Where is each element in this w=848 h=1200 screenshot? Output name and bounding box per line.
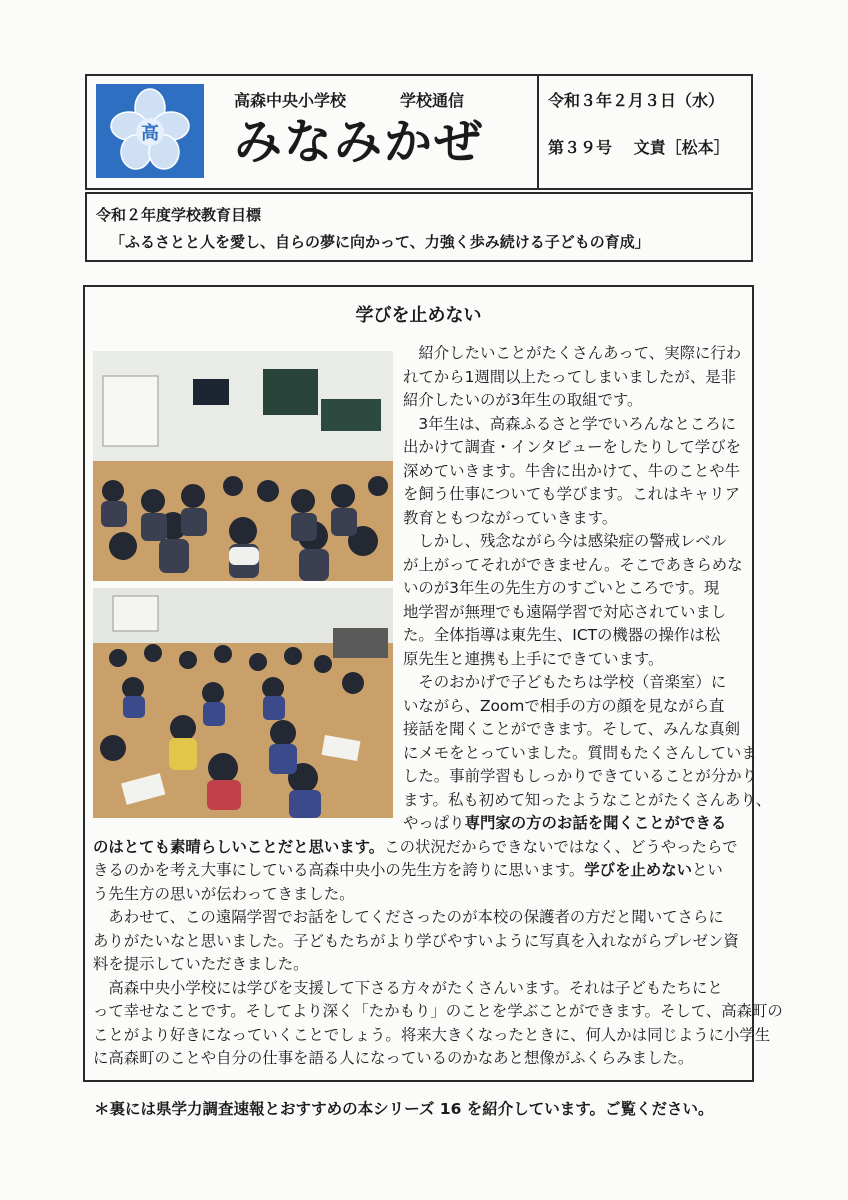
issue-date: 令和３年２月３日（水）	[548, 91, 725, 110]
article-line	[403, 812, 726, 835]
newsletter-label: 学校通信	[400, 91, 465, 110]
article-line: ことがより好きになっていくことでしょう。将来大きくなったときに、何人かは同じように小学生	[93, 1025, 771, 1044]
article-line: 3年生は、高森ふるさと学でいろんなところに	[403, 414, 736, 433]
school-logo	[96, 84, 204, 178]
goal-text: 「ふるさとと人を愛し、自らの夢に向かって、力強く歩み続ける子どもの育成」	[110, 233, 650, 251]
logo-char: 高	[141, 123, 159, 144]
header-divider	[537, 74, 539, 190]
footer-note: ＊裏には県学力調査速報とおすすめの本シリーズ 16 を紹介しています。ご覧ください。	[94, 1100, 714, 1118]
issue-number: 第３９号 文責［松本］	[548, 138, 730, 157]
emphasis-text: 学びを止めない	[584, 861, 693, 879]
school-name: 高森中央小学校	[234, 91, 347, 110]
article-line: 高森中央小学校には学びを支援して下さる方々がたくさんいます。それは子どもたちにと	[93, 978, 723, 997]
emphasis-text: 専門家の方のお話を聞くことができる	[464, 814, 727, 832]
article-line: そのおかげで子どもたちは学校（音楽室）に	[403, 673, 727, 691]
article-line: 地学習が無理でも遠隔学習で対応されていまし	[403, 602, 727, 621]
masthead-title: みなみかぜ	[234, 114, 485, 170]
article-line: 出かけて調査・インタビューをしたりして学びを	[403, 438, 741, 456]
article-line: 原先生と連携も上手にできています。	[403, 649, 664, 668]
article-line: 深めていきます。牛舎に出かけて、牛のことや牛	[403, 461, 741, 480]
article-line: に高森町のことや自分の仕事を語る人になっているのかなあと想像がふくらみました。	[93, 1049, 694, 1067]
article-line: いながら、Zoomで相手の方の顔を見ながら直	[403, 696, 725, 715]
classroom-photo	[93, 351, 393, 581]
article-line: した。事前学習もしっかりできていることが分かり	[403, 767, 757, 785]
body-text: やっぱり	[403, 814, 465, 832]
article-line: あわせて、この遠隔学習でお話をしてくださったのが本校の保護者の方だと聞いてさらに	[93, 908, 724, 926]
article-line: しかし、残念ながら今は感染症の警戒レベル	[403, 532, 727, 550]
body-text: きるのかを考え大事にしている高森中央小の先生方を誇りに思います。	[93, 861, 585, 879]
article-line: 紹介したいのが3年生の取組です。	[403, 391, 643, 409]
article-line: た。全体指導は東先生、ICTの機器の操作は松	[403, 626, 721, 644]
article-line	[93, 859, 723, 882]
article-line: って幸せなことです。そしてより深く「たかもり」のことを学ぶことができます。そして、高森町の	[93, 1002, 783, 1020]
article-line: 料を提示していただきました。	[93, 955, 309, 973]
body-text: とい	[692, 861, 723, 879]
article-title: 学びを止めない	[355, 305, 482, 326]
article-line: ありがたいなと思いました。子どもたちがより学びやすいように写真を入れながらプレゼン資	[93, 931, 739, 950]
article-line	[93, 836, 738, 859]
article-line: 紹介したいことがたくさんあって、実際に行わ	[403, 344, 742, 362]
article-line: を飼う仕事についても学びます。これはキャリア	[403, 485, 741, 503]
article-line: いのが3年生の先生方のすごいところです。現	[403, 579, 720, 597]
article-line: が上がってそれができません。そこであきらめな	[403, 555, 743, 574]
article-line: 接話を聞くことができます。そして、みんな真剣	[403, 720, 741, 738]
body-text: この状況だからできないではなく、どうやったらで	[384, 837, 738, 856]
music-room-photo	[93, 588, 393, 818]
article-line: ます。私も初めて知ったようなことがたくさんあり、	[403, 790, 772, 809]
article-line: 教育ともつながっていきます。	[403, 508, 618, 527]
article-line: にメモをとっていました。質問もたくさんしていま	[403, 743, 757, 762]
goal-title: 令和２年度学校教育目標	[96, 206, 262, 224]
article-line: れてから1週間以上たってしまいましたが、是非	[403, 367, 736, 386]
sakura-emblem-icon	[96, 84, 204, 178]
article-line: う先生方の思いが伝わってきました。	[93, 884, 355, 903]
emphasis-text: のはとても素晴らしいことだと思います。	[93, 837, 385, 856]
